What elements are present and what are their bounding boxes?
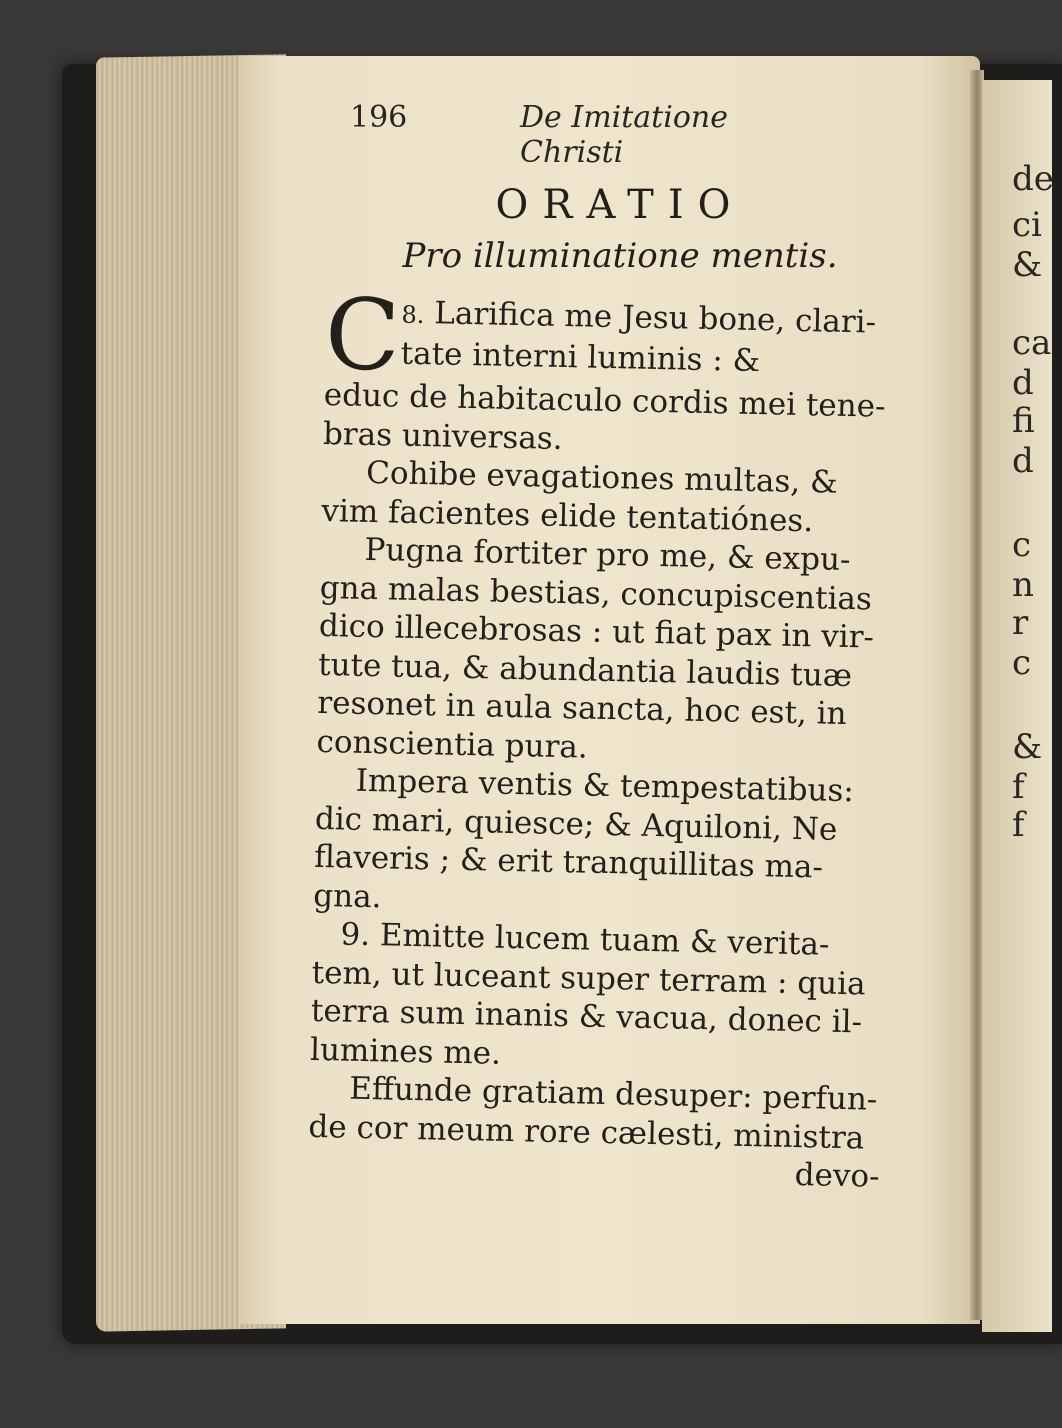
- facing-fragment: c: [1012, 525, 1032, 565]
- drop-cap: C: [323, 278, 402, 394]
- text-line: Pugna fortiter pro me, & expu-: [364, 531, 851, 579]
- facing-fragment: ci: [1012, 205, 1042, 245]
- text-line: tate interni luminis : &: [400, 335, 761, 379]
- text-line: dico illecebrosas : ut fiat pax in vir-: [318, 607, 875, 656]
- section-number: 8.: [401, 300, 425, 330]
- text-line: 8. Larifica me Jesu bone, clari-: [401, 295, 877, 341]
- running-title: De Imitatione Christi: [520, 100, 728, 170]
- text-line: resonet in aula sancta, hoc est, in: [317, 684, 847, 732]
- text-line: gna.: [312, 877, 382, 915]
- text-line: Cohibe evagationes multas, &: [365, 454, 839, 501]
- facing-fragment: c: [1012, 643, 1032, 683]
- right-page-edge: [982, 80, 1052, 1332]
- section-subtitle: Pro illuminatione mentis.: [402, 236, 838, 276]
- facing-fragment: &: [1012, 727, 1043, 767]
- text-line: tute tua, & abundantia laudis tuæ: [317, 646, 853, 694]
- text-line: flaveris ; & erit tranquillitas ma-: [313, 838, 824, 886]
- facing-fragment: &: [1012, 245, 1043, 285]
- text-line: vim facientes elide tentatiónes.: [321, 492, 814, 539]
- text-line: educ de habitaculo cordis mei tene-: [323, 376, 886, 425]
- facing-fragment: de: [1012, 159, 1054, 199]
- text-line: Effunde gratiam desuper: perfun-: [348, 1070, 878, 1118]
- facing-fragment: r: [1012, 603, 1029, 643]
- facing-fragment: f: [1012, 805, 1025, 845]
- facing-fragment: d: [1012, 441, 1034, 481]
- page-number: 196: [350, 100, 408, 135]
- catchword: devo-: [794, 1157, 880, 1195]
- facing-fragment: f: [1012, 767, 1025, 807]
- text-line: bras universas.: [322, 415, 563, 457]
- running-header: [350, 100, 840, 170]
- text-line: de cor meum rore cælesti, ministra: [308, 1108, 865, 1156]
- text-line: gna malas bestias, concupiscentias: [319, 569, 873, 617]
- text-line: lumines me.: [309, 1031, 502, 1072]
- text-line: tem, ut luceant super terram : quia: [311, 954, 866, 1002]
- facing-fragment: ca: [1012, 323, 1052, 363]
- facing-fragment: n: [1012, 565, 1034, 605]
- facing-fragment: fi: [1012, 401, 1035, 441]
- section-title: ORATIO: [495, 182, 745, 228]
- body-text: [307, 278, 926, 1197]
- text-line: 9. Emitte lucem tuam & verita-: [340, 916, 830, 963]
- text-line: conscientia pura.: [316, 723, 589, 766]
- text-line: Impera ventis & tempestatibus:: [355, 762, 855, 810]
- text-line: dic mari, quiesce; & Aquiloni, Ne: [314, 800, 838, 848]
- facing-fragment: d: [1012, 363, 1034, 403]
- text-line: terra sum inanis & vacua, donec il-: [310, 992, 863, 1041]
